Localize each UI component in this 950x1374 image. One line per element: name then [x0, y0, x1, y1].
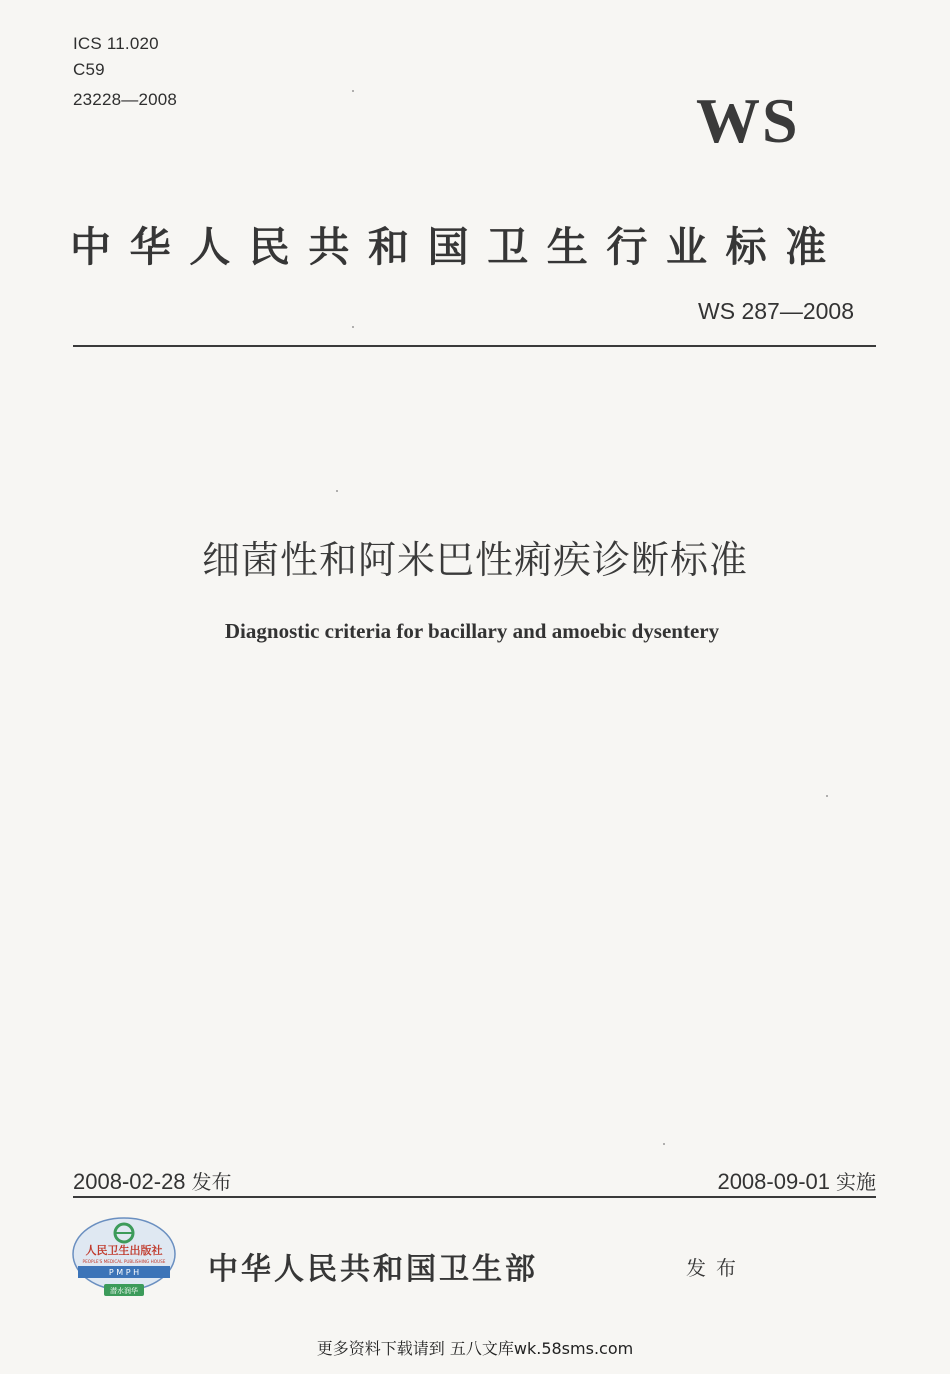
- seal-tag: 潜水润华: [110, 1287, 138, 1295]
- standard-number: WS 287—2008: [698, 298, 854, 324]
- paper-speck: [663, 1143, 665, 1145]
- english-title: Diagnostic criteria for bacillary and amoebic dysentery: [224, 619, 720, 643]
- registration-number: 23228—2008: [73, 90, 178, 109]
- ics-code: ICS 11.020: [73, 34, 159, 53]
- organization-title: 中华人民共和国卫生行业标准: [70, 223, 845, 271]
- paper-speck: [352, 90, 354, 92]
- issue-label: 发布: [191, 1170, 232, 1194]
- chinese-title: 细菌性和阿米巴性痢疾诊断标准: [201, 538, 748, 582]
- publisher-seal-icon: [70, 1216, 178, 1302]
- implementation-date-line: [717, 1166, 876, 1195]
- publisher-suffix: 发布: [686, 1256, 746, 1280]
- ws-logo: WS: [696, 85, 800, 156]
- ccs-code: C59: [73, 60, 105, 79]
- bottom-divider: [73, 1196, 876, 1198]
- issue-date: 2008-02-28: [73, 1169, 186, 1194]
- implementation-date: 2008-09-01: [717, 1169, 830, 1194]
- issue-date-line: [73, 1166, 232, 1195]
- paper-speck: [336, 490, 338, 492]
- top-divider: [73, 345, 876, 347]
- seal-abbr: P M P H: [108, 1268, 140, 1277]
- footer-download-note: 更多资料下载请到 五八文库wk.58sms.com: [316, 1339, 634, 1358]
- implementation-label: 实施: [836, 1170, 876, 1194]
- seal-name: 人民卫生出版社: [85, 1244, 163, 1257]
- paper-speck: [352, 326, 354, 328]
- seal-en: PEOPLE'S MEDICAL PUBLISHING HOUSE: [82, 1259, 166, 1264]
- publisher-name: 中华人民共和国卫生部: [208, 1252, 538, 1287]
- paper-speck: [826, 795, 828, 797]
